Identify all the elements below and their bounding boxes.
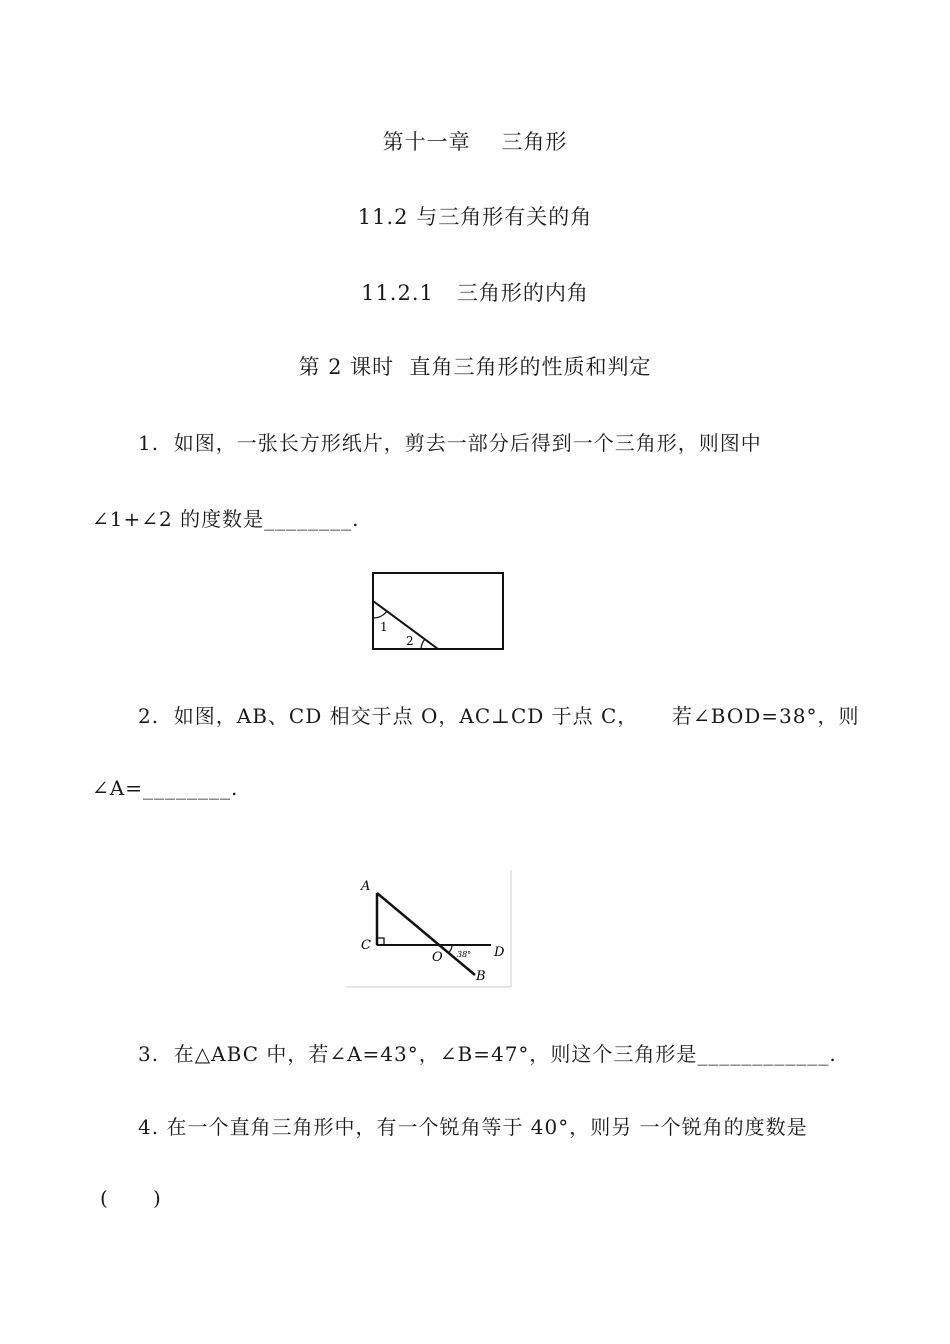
angle-38-label: 38° — [457, 950, 472, 959]
point-B-label: B — [476, 969, 486, 984]
question-2-figure — [346, 870, 514, 990]
angle-BOD-arc — [448, 945, 452, 953]
question-1-blank-line: ∠1+∠2 的度数是________. — [92, 507, 360, 531]
question-2-condition: 若∠BOD=38°，则 — [672, 704, 860, 728]
rectangle-paper — [373, 573, 503, 649]
point-C-label: C — [361, 938, 371, 953]
lesson-title: 第 2 课时 直角三角形的性质和判定 — [298, 355, 652, 379]
point-O-label: O — [432, 950, 443, 965]
point-A-label: A — [361, 879, 371, 894]
question-2-blank-line: ∠A=________. — [92, 776, 239, 800]
question-2-text: 2. 如图，AB、CD 相交于点 O，AC⊥CD 于点 C， — [138, 704, 639, 728]
section-title: 11.2 与三角形有关的角 — [357, 205, 593, 229]
subsection-title: 11.2.1 三角形的内角 — [361, 281, 589, 305]
question-4-text: 4. 在一个直角三角形中，有一个锐角等于 40°，则另 一个锐角的度数是 — [138, 1115, 808, 1139]
angle-2-arc — [421, 639, 425, 649]
question-1-figure — [368, 568, 508, 654]
angle-1-arc — [373, 611, 387, 618]
question-1-text: 1. 如图，一张长方形纸片，剪去一部分后得到一个三角形，则图中 — [138, 431, 762, 455]
angle-2-label: 2 — [406, 634, 414, 648]
question-3-text: 3. 在△ABC 中，若∠A=43°，∠B=47°，则这个三角形是____________. — [138, 1042, 837, 1066]
angle-1-label: 1 — [380, 620, 388, 634]
question-4-answer-brackets: ( ) — [100, 1186, 162, 1210]
chapter-title: 第十一章 三角形 — [382, 130, 568, 154]
line-AB — [377, 893, 475, 975]
point-D-label: D — [494, 945, 505, 960]
